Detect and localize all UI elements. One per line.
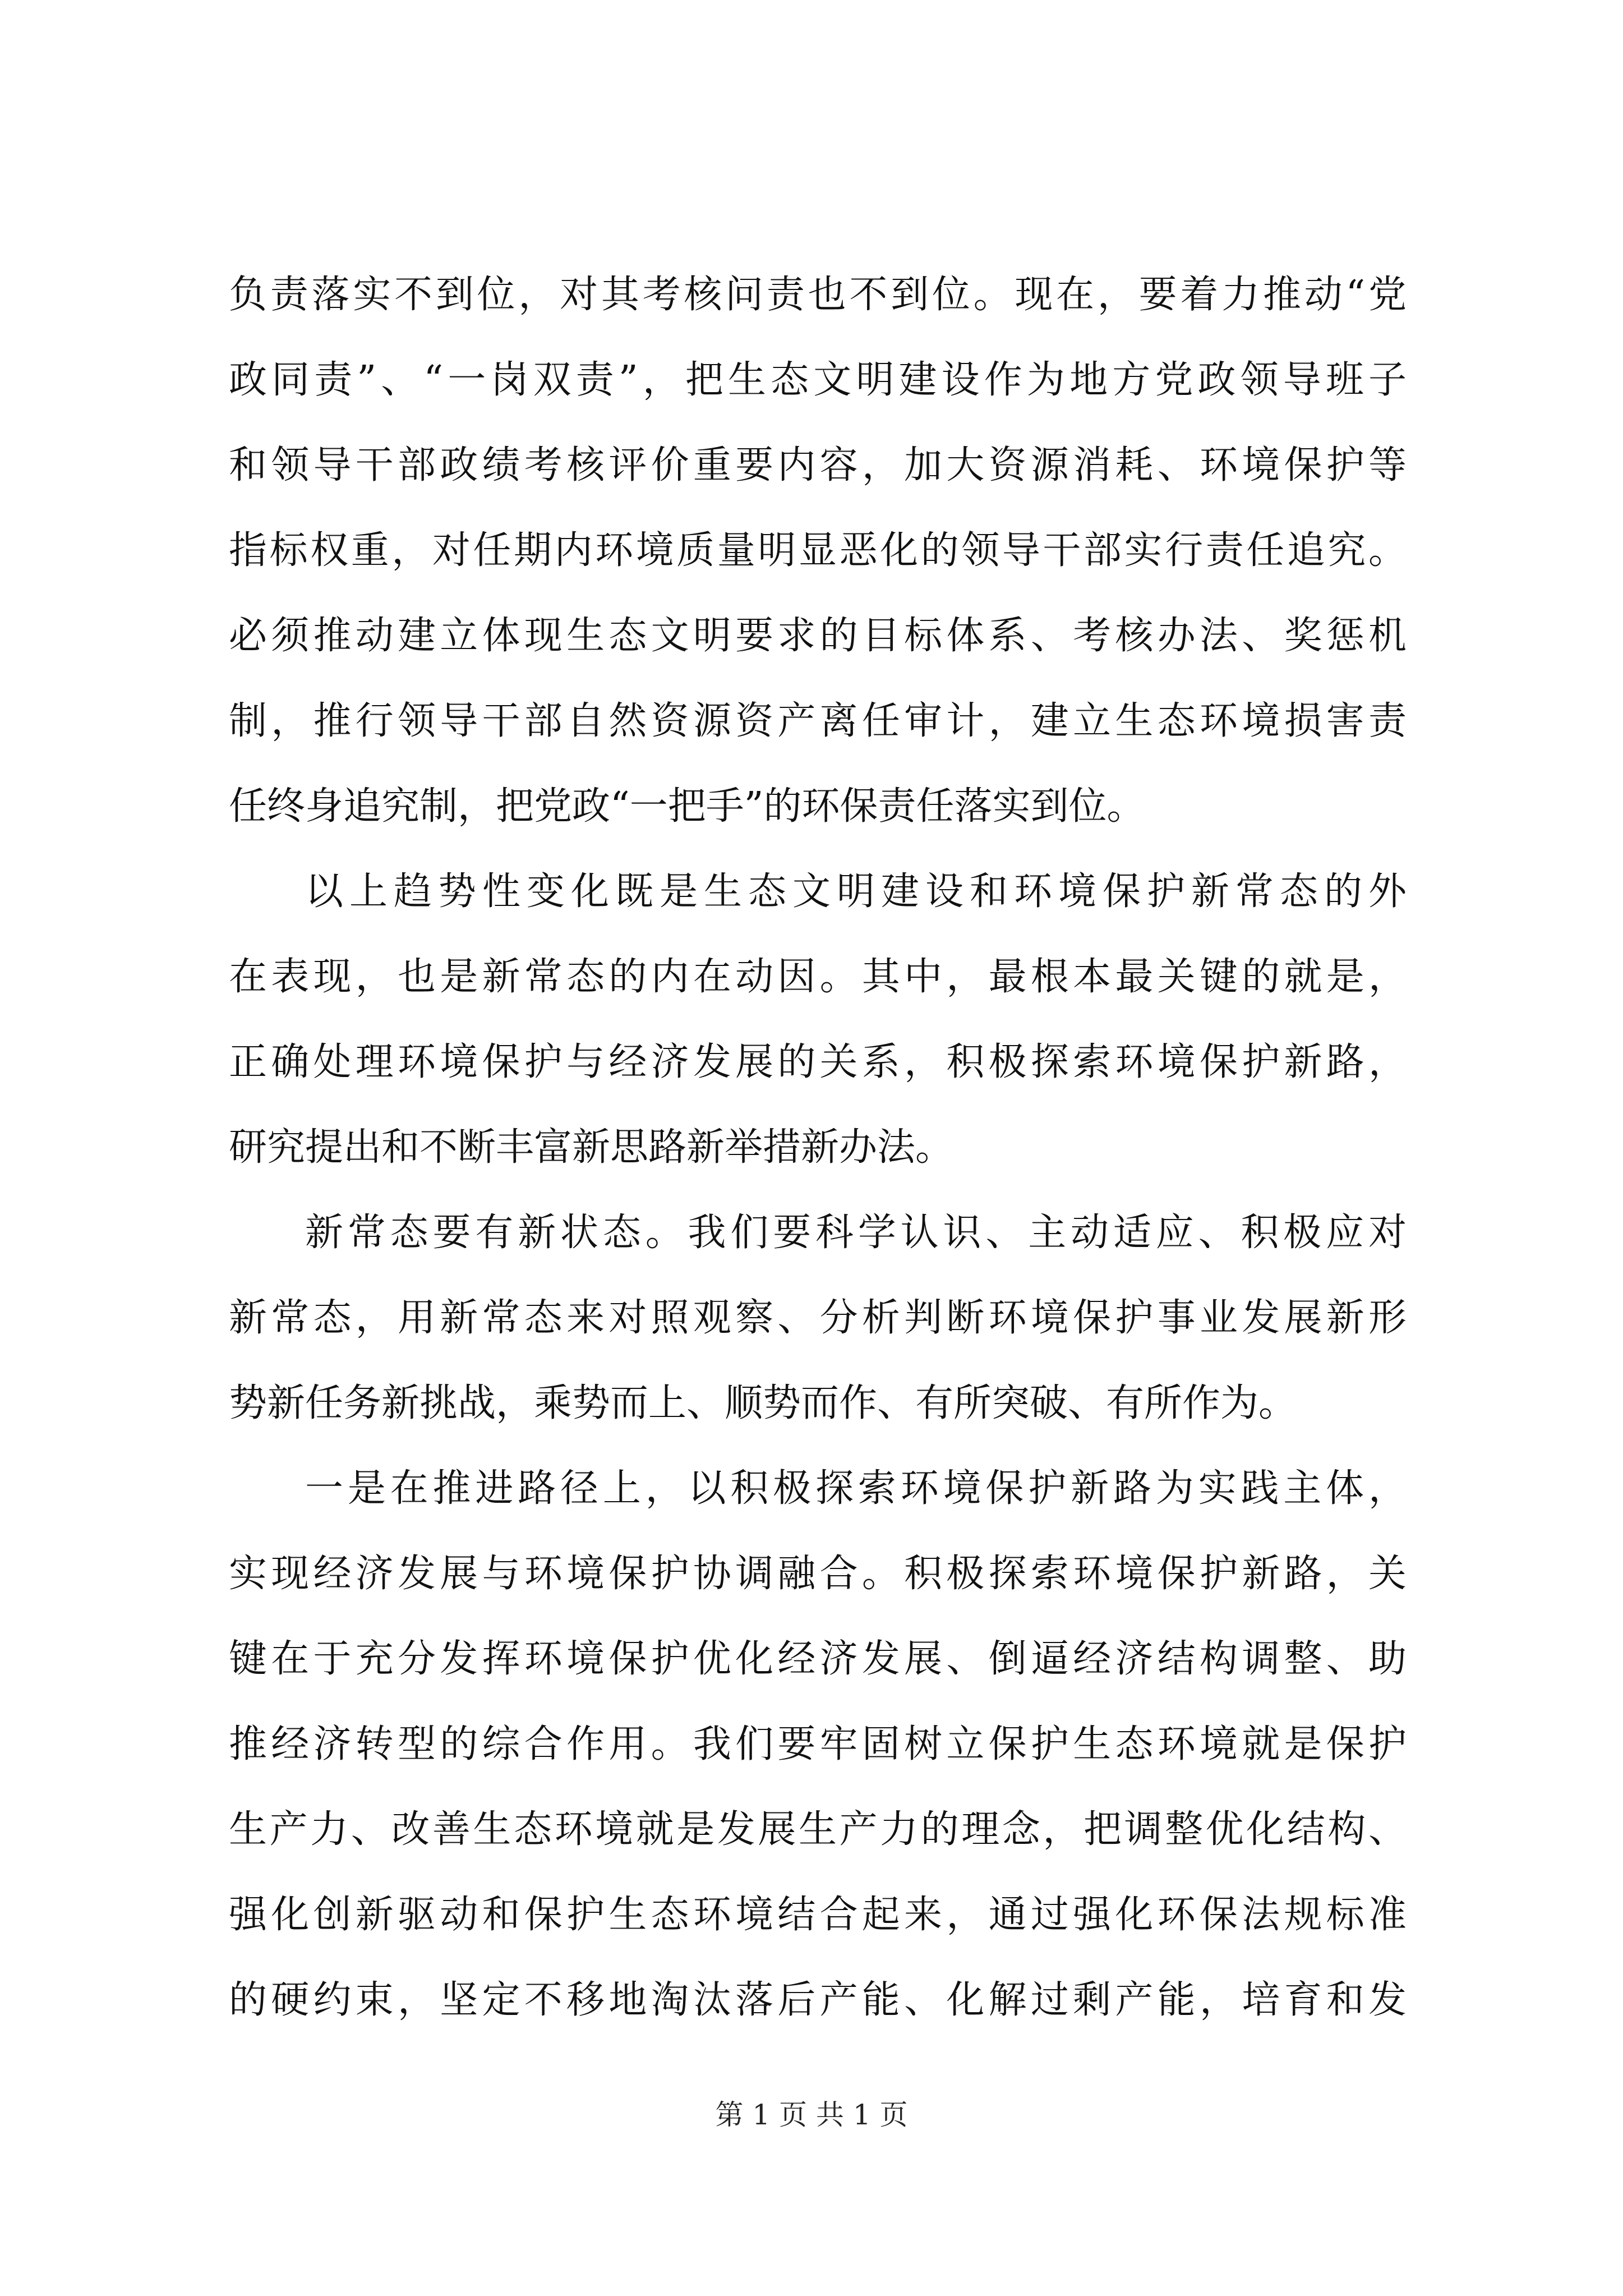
text-line: 指标权重，对任期内环境质量明显恶化的领导干部实行责任追究。 (229, 528, 1407, 573)
text-line: 政同责”、“一岗双责”，把生态文明建设作为地方党政领导班子 (229, 358, 1407, 402)
text-line: 负责落实不到位，对其考核问责也不到位。现在，要着力推动“党 (229, 273, 1407, 317)
text-line: 制，推行领导干部自然资源资产离任审计，建立生态环境损害责 (229, 699, 1407, 743)
text-line: 在表现，也是新常态的内在动因。其中，最根本最关键的就是， (229, 955, 1407, 999)
text-line: 强化创新驱动和保护生态环境结合起来，通过强化环保法规标准 (229, 1893, 1407, 1937)
text-line: 的硬约束，坚定不移地淘汰落后产能、化解过剩产能，培育和发 (229, 1978, 1407, 2022)
text-line: 生产力、改善生态环境就是发展生产力的理念，把调整优化结构、 (229, 1807, 1407, 1852)
text-line: 正确处理环境保护与经济发展的关系，积极探索环境保护新路， (229, 1040, 1407, 1084)
page-footer: 第 1 页 共 1 页 (715, 2099, 908, 2131)
text-line: 一是在推进路径上，以积极探索环境保护新路为实践主体， (305, 1466, 1407, 1511)
text-line: 键在于充分发挥环境保护优化经济发展、倒逼经济结构调整、助 (229, 1637, 1407, 1681)
text-line: 必须推动建立体现生态文明要求的目标体系、考核办法、奖惩机 (229, 614, 1407, 658)
document-body (229, 252, 1407, 2043)
text-line: 实现经济发展与环境保护协调融合。积极探索环境保护新路，关 (229, 1552, 1407, 1596)
text-line: 任终身追究制，把党政“一把手”的环保责任落实到位。 (229, 784, 1145, 829)
text-line: 新常态，用新常态来对照观察、分析判断环境保护事业发展新形 (229, 1296, 1407, 1340)
text-line: 研究提出和不断丰富新思路新举措新办法。 (229, 1125, 954, 1170)
text-line: 和领导干部政绩考核评价重要内容，加大资源消耗、环境保护等 (229, 443, 1407, 487)
text-line: 势新任务新挑战，乘势而上、顺势而作、有所突破、有所作为。 (229, 1381, 1297, 1425)
text-line: 推经济转型的综合作用。我们要牢固树立保护生态环境就是保护 (229, 1722, 1407, 1766)
text-line: 以上趋势性变化既是生态文明建设和环境保护新常态的外 (305, 869, 1407, 914)
text-line: 新常态要有新状态。我们要科学认识、主动适应、积极应对 (305, 1211, 1407, 1255)
